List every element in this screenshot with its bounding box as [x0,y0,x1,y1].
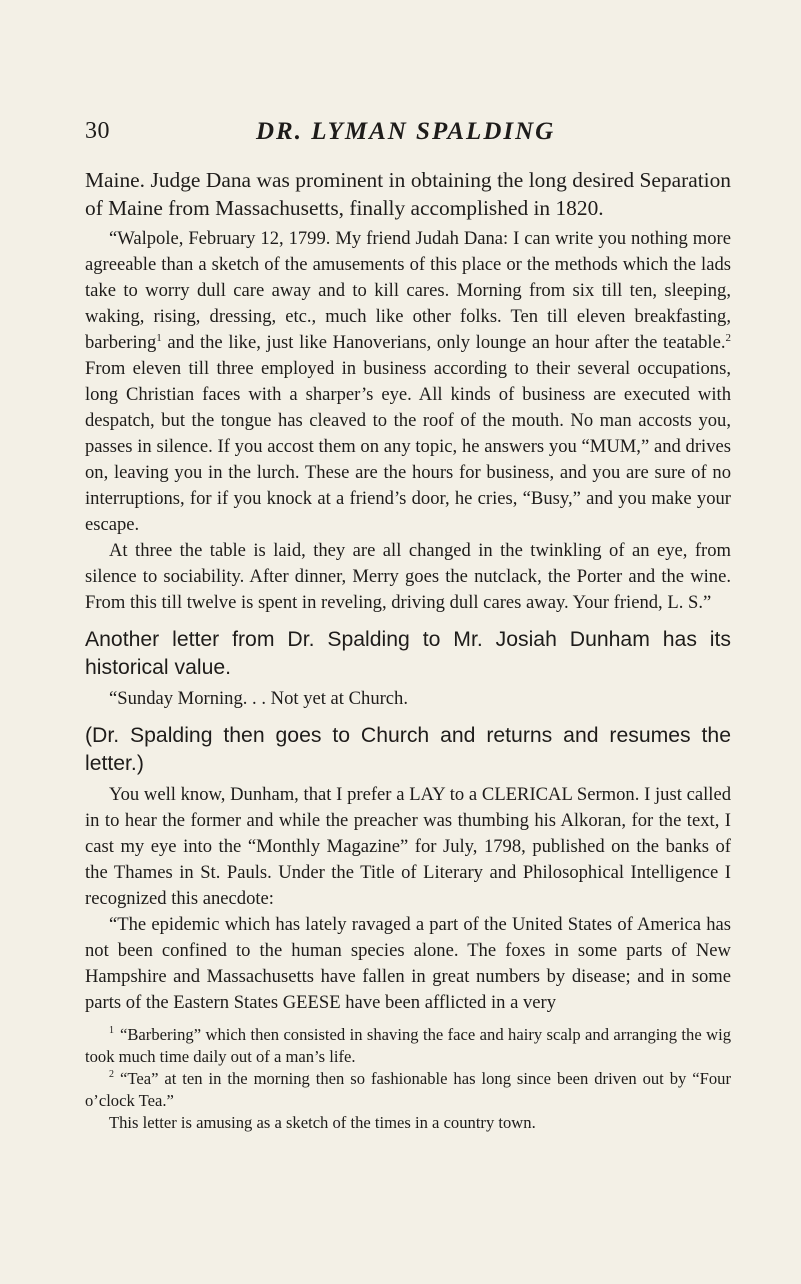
letter2-paragraph-1: You well know, Dunham, that I prefer a LAY to a CLERICAL Sermon. I just called in to hear the former and while the preacher was thumbing his Alkoran, for the text, I cast my eye into the “Monthly Magazine” for July, 1798, published on the banks of the Thames in St. Pauls. Under the Title of Literary and Philosophical Intelligence I recognized this anecdote: [85,784,731,909]
letter1-text-part3: From eleven till three employed in business according to their several occupations, long Christian faces with a sharper’s eye. All kinds of business are executed with despatch, but the tongue has cleaved to the roof of the mouth. No man accosts you, passes in silence. If you accost them on any topic, he answers you “MUM,” and drives on, leaving you in the lurch. These are the hours for business, and you are sure of no interruptions, for if you knock at a friend’s door, he cries, “Busy,” and you make your escape. [85,358,731,535]
footnote-ref-1[interactable]: 1 [156,331,162,344]
letter1-paragraph [85,226,731,538]
footnote-1-text: “Barbering” which then consisted in shaving the face and hairy scalp and arranging the wig took much time daily out of a man’s life. [85,1025,731,1066]
page-number: 30 [85,118,110,144]
footnotes [85,1024,731,1134]
page-body [85,166,731,1134]
footnote-ref-2[interactable]: 2 [725,331,731,344]
letter1-text-part2: and the like, just like Hanoverians, only lounge an hour after the teatable. [161,332,726,353]
running-head: DR. LYMAN SPALDING [256,118,556,145]
footnote-1-mark: 1 [109,1025,114,1037]
letter1-text-part1: “Walpole, February 12, 1799. My friend Judah Dana: I can write you nothing more agreeable than a sketch of the amusements of this place or the methods which the lads take to worry dull care away and to kill cares. Morning from six till ten, sleeping, waking, rising, dressing, etc., much like other folks. Ten till eleven breakfasting, barbering [85,228,731,353]
footnote-2 [85,1068,731,1112]
footnote-2-text: “Tea” at ten in the morning then so fashionable has long since been driven out by “Four o’clock Tea.” [85,1069,731,1110]
letter2-paragraph-2: “The epidemic which has lately ravaged a part of the United States of America has not been confined to the human species alone. The foxes in some parts of New Hampshire and Massachusetts have fallen in great numbers by disease; and in some parts of the Eastern States GEESE have been afflicted in a very [85,914,731,1013]
letter2-opening: “Sunday Morning. . . Not yet at Church. [109,688,409,709]
footnote-1 [85,1024,731,1068]
section-heading-2: (Dr. Spalding then goes to Church and returns and resumes the letter.) [85,724,731,775]
footnote-closing: This letter is amusing as a sketch of the times in a country town. [109,1113,536,1132]
lead-paragraph: Maine. Judge Dana was prominent in obtaining the long desired Separation of Maine from Massachusetts, finally accomplished in 1820. [85,168,731,220]
footnote-2-mark: 2 [109,1069,114,1081]
page-header [0,118,801,154]
letter1-closing-paragraph: At three the table is laid, they are all changed in the twinkling of an eye, from silence to sociability. After dinner, Merry goes the nutclack, the Porter and the wine. From this till twelve is spent in reveling, driving dull cares away. Your friend, L. S.” [85,540,731,613]
section-heading-1: Another letter from Dr. Spalding to Mr. Josiah Dunham has its historical value. [85,628,731,679]
